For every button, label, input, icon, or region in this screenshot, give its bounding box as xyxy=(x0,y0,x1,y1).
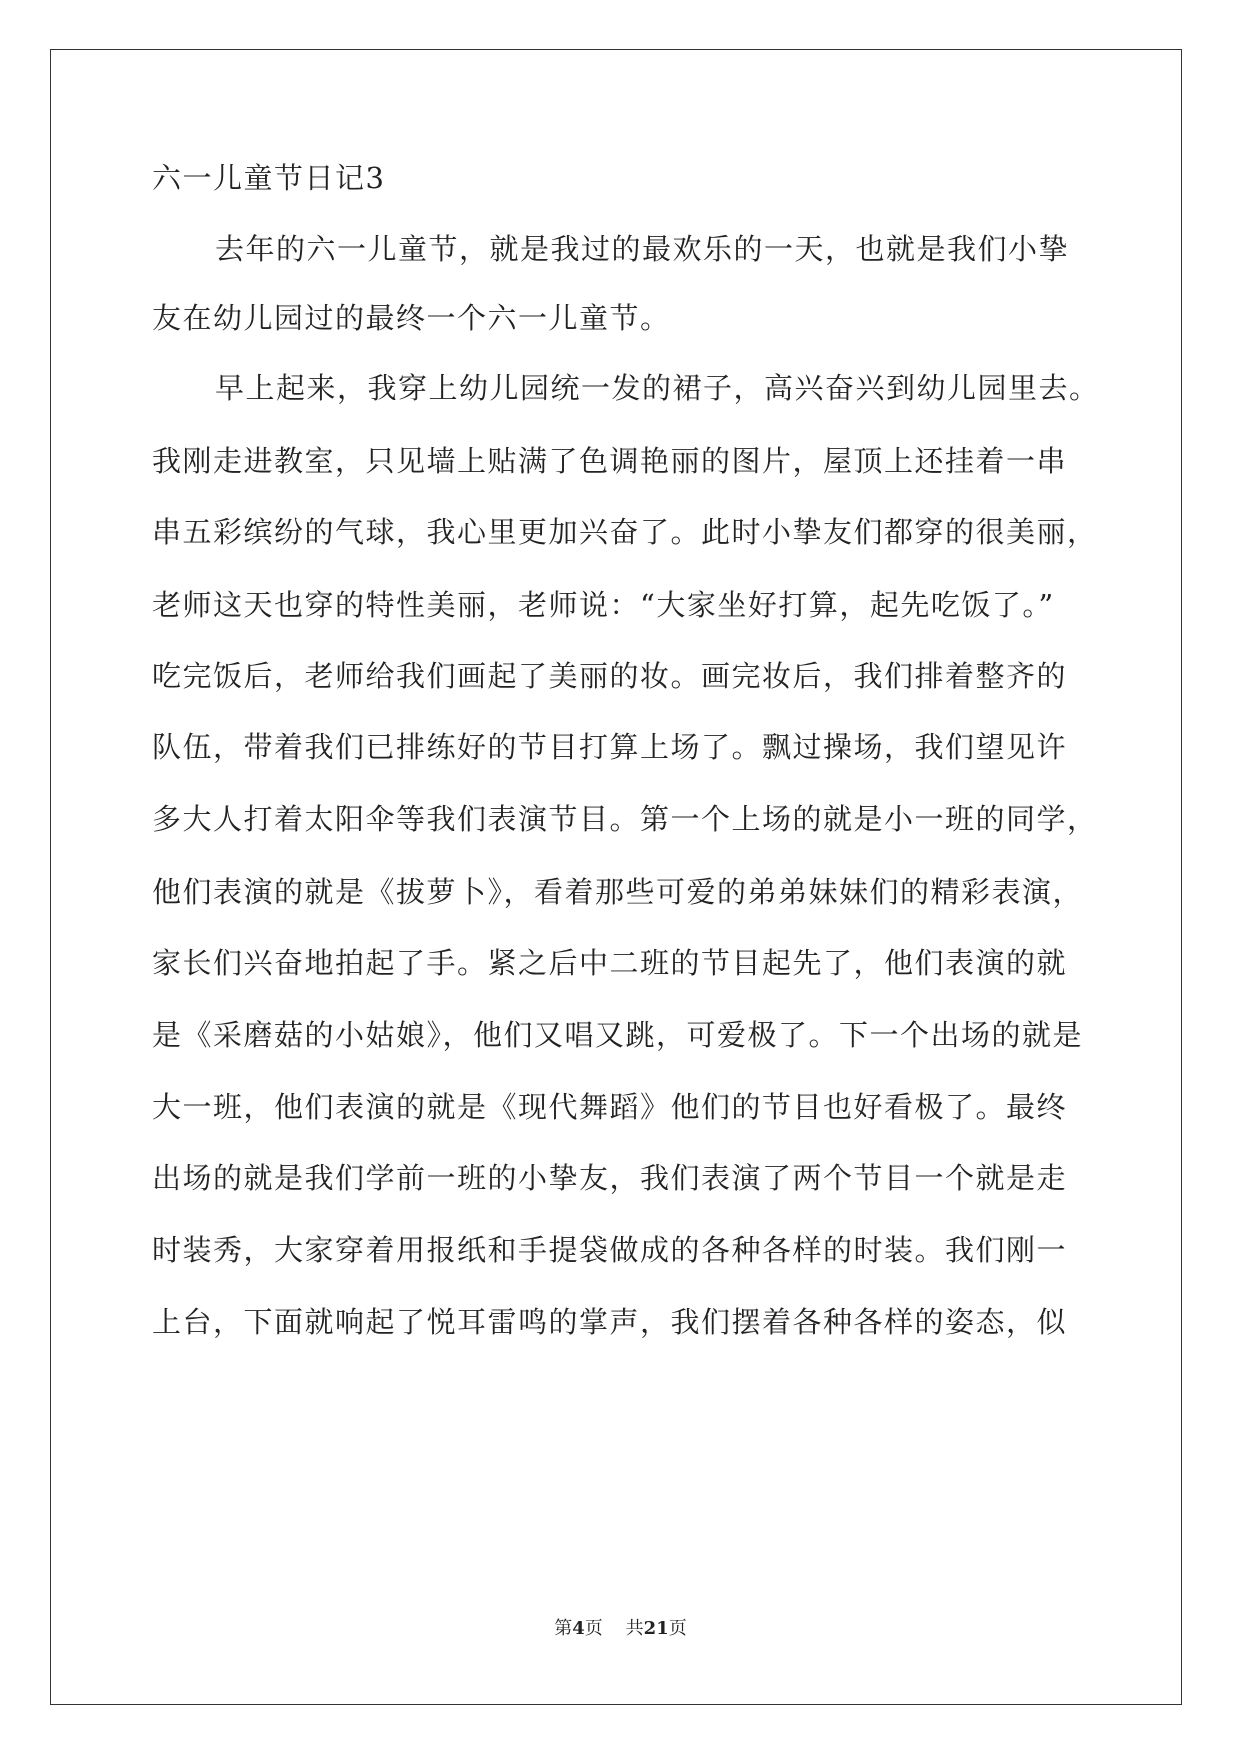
paragraph-line: 串五彩缤纷的气球，我心里更加兴奋了。此时小挚友们都穿的很美丽， xyxy=(152,515,1098,549)
paragraph-line: 他们表演的就是《拔萝卜》，看着那些可爱的弟弟妹妹们的精彩表演， xyxy=(152,875,1084,909)
paragraph-line: 多大人打着太阳伞等我们表演节目。第一个上场的就是小一班的同学， xyxy=(152,802,1098,836)
document-title: 六一儿童节日记3 xyxy=(152,161,386,195)
page-prefix: 第 xyxy=(554,1618,573,1639)
paragraph-line: 去年的六一儿童节，就是我过的最欢乐的一天，也就是我们小挚 xyxy=(215,232,1070,266)
paragraph-line: 吃完饭后，老师给我们画起了美丽的妆。画完妆后，我们排着整齐的 xyxy=(152,659,1068,693)
paragraph-line: 队伍，带着我们已排练好的节目打算上场了。飘过操场，我们望见许 xyxy=(152,730,1068,764)
paragraph-line: 是《采磨菇的小姑娘》，他们又唱又跳，可爱极了。下一个出场的就是 xyxy=(152,1018,1084,1052)
paragraph-line: 我刚走进教室，只见墙上贴满了色调艳丽的图片，屋顶上还挂着一串 xyxy=(152,444,1068,478)
paragraph-line: 友在幼儿园过的最终一个六一儿童节。 xyxy=(152,301,671,335)
paragraph-line: 老师这天也穿的特性美丽，老师说：“大家坐好打算，起先吃饭了。” xyxy=(152,588,1055,622)
paragraph-line: 上台，下面就响起了悦耳雷鸣的掌声，我们摆着各种各样的姿态，似 xyxy=(152,1305,1068,1339)
total-prefix: 共 xyxy=(625,1618,644,1639)
paragraph-line: 家长们兴奋地拍起了手。紧之后中二班的节目起先了，他们表演的就 xyxy=(152,946,1068,980)
paragraph-line: 早上起来，我穿上幼儿园统一发的裙子，高兴奋兴到幼儿园里去。 xyxy=(215,371,1100,405)
paragraph-line: 时装秀，大家穿着用报纸和手提袋做成的各种各样的时装。我们刚一 xyxy=(152,1233,1068,1267)
paragraph-line: 出场的就是我们学前一班的小挚友，我们表演了两个节目一个就是走 xyxy=(152,1161,1068,1195)
total-pages: 21 xyxy=(643,1618,669,1639)
page-suffix: 页 xyxy=(584,1618,603,1639)
page-footer xyxy=(0,1617,1241,1641)
paragraph-line: 大一班，他们表演的就是《现代舞蹈》他们的节目也好看极了。最终 xyxy=(152,1090,1068,1124)
total-suffix: 页 xyxy=(668,1618,687,1639)
page-number: 4 xyxy=(572,1618,585,1639)
